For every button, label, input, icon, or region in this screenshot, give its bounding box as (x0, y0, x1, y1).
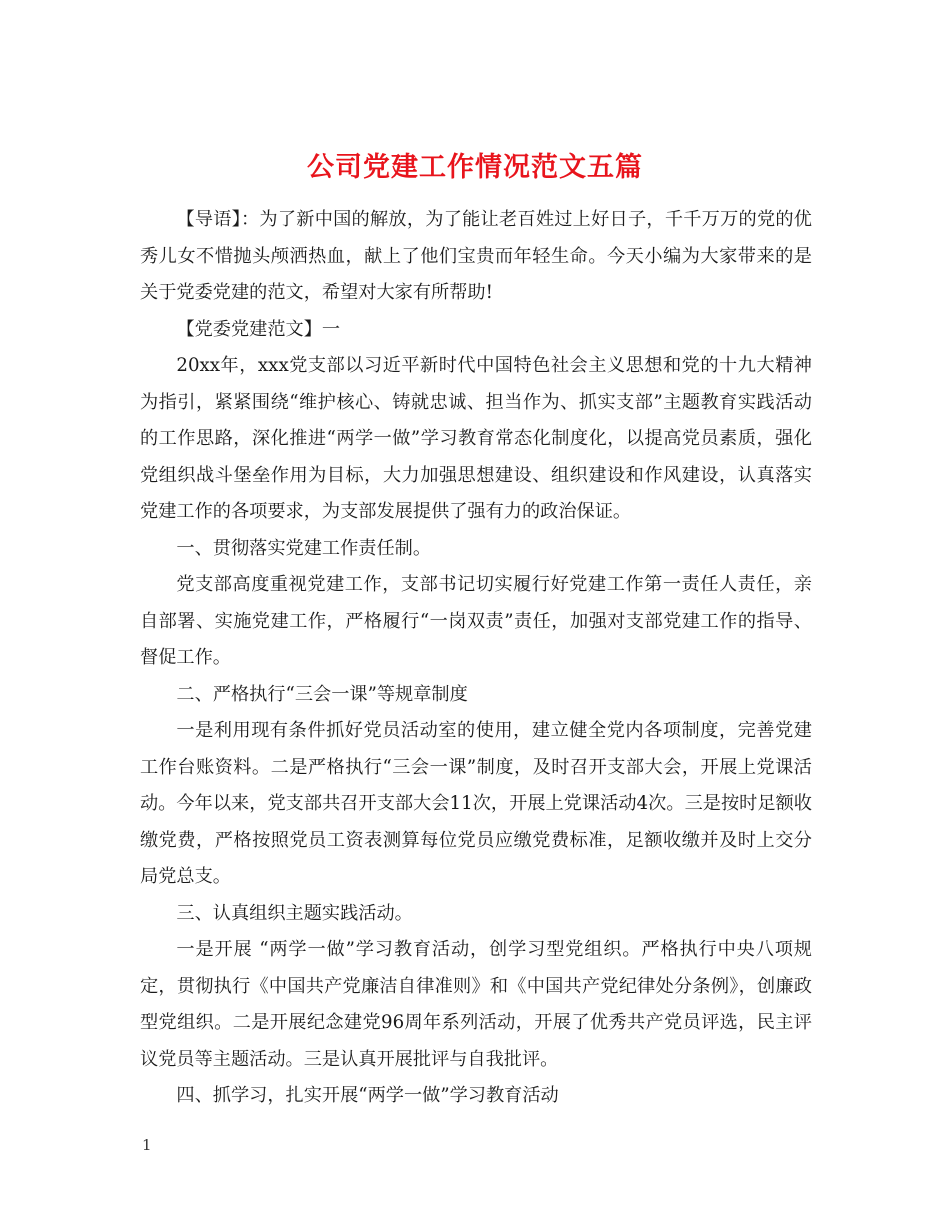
document-title: 公司党建工作情况范文五篇 (307, 152, 643, 184)
paragraph-summary: 20xx年，xxx党支部以习近平新时代中国特色社会主义思想和党的十九大精神为指引，紧紧围绕“维护核心、铸就忠诚、担当作为、抓实支部”主题教育实践活动的工作思路，深化推进“两学一做”学习教育常态化制度化，以提高党员素质，强化党组织战斗堡垒作用为目标，大力加强思想建设、组织建设和作风建设，认真落实党建工作的各项要求，为支部发展提供了强有力的政治保证。 (140, 355, 812, 522)
paragraph-item-3: 一是开展 “两学一做”学习教育活动，创学习型党组织。严格执行中央八项规定，贯彻执行《中国共产党廉洁自律准则》和《中国共产党纪律处分条例》，创廉政型党组织。二是开展纪念建党96周年系列活动，开展了优秀共产党员评选，民主评议党员等主题活动。三是认真开展批评与自我批评。 (140, 939, 812, 1070)
document-body (140, 202, 812, 1115)
paragraph-section-label: 【党委党建范文】一 (176, 318, 341, 340)
heading-item-2: 二、严格执行“三会一课”等规章制度 (176, 683, 468, 705)
heading-item-4: 四、抓学习，扎实开展“两学一做”学习教育活动 (176, 1085, 559, 1106)
heading-item-3: 三、认真组织主题实践活动。 (176, 902, 413, 924)
heading-item-1: 一、贯彻落实党建工作责任制。 (176, 537, 432, 559)
paragraph-intro: 【导语】：为了新中国的解放，为了能让老百姓过上好日子，千千万万的党的优秀儿女不惜抛头颅洒热血，献上了他们宝贵而年轻生命。今天小编为大家带来的是关于党委党建的范文，希望对大家有所帮助! (140, 209, 812, 303)
page-number: 1 (142, 1136, 152, 1154)
paragraph-item-2: 一是利用现有条件抓好党员活动室的使用，建立健全党内各项制度，完善党建工作台账资料。二是严格执行“三会一课”制度，及时召开支部大会，开展上党课活动。今年以来，党支部共召开支部大会11次，开展上党课活动4次。三是按时足额收缴党费，严格按照党员工资表测算每位党员应缴党费标准，足额收缴并及时上交分局党总支。 (140, 720, 812, 887)
paragraph-item-1: 党支部高度重视党建工作，支部书记切实履行好党建工作第一责任人责任，亲自部署、实施党建工作，严格履行“一岗双责”责任，加强对支部党建工作的指导、督促工作。 (140, 574, 812, 668)
